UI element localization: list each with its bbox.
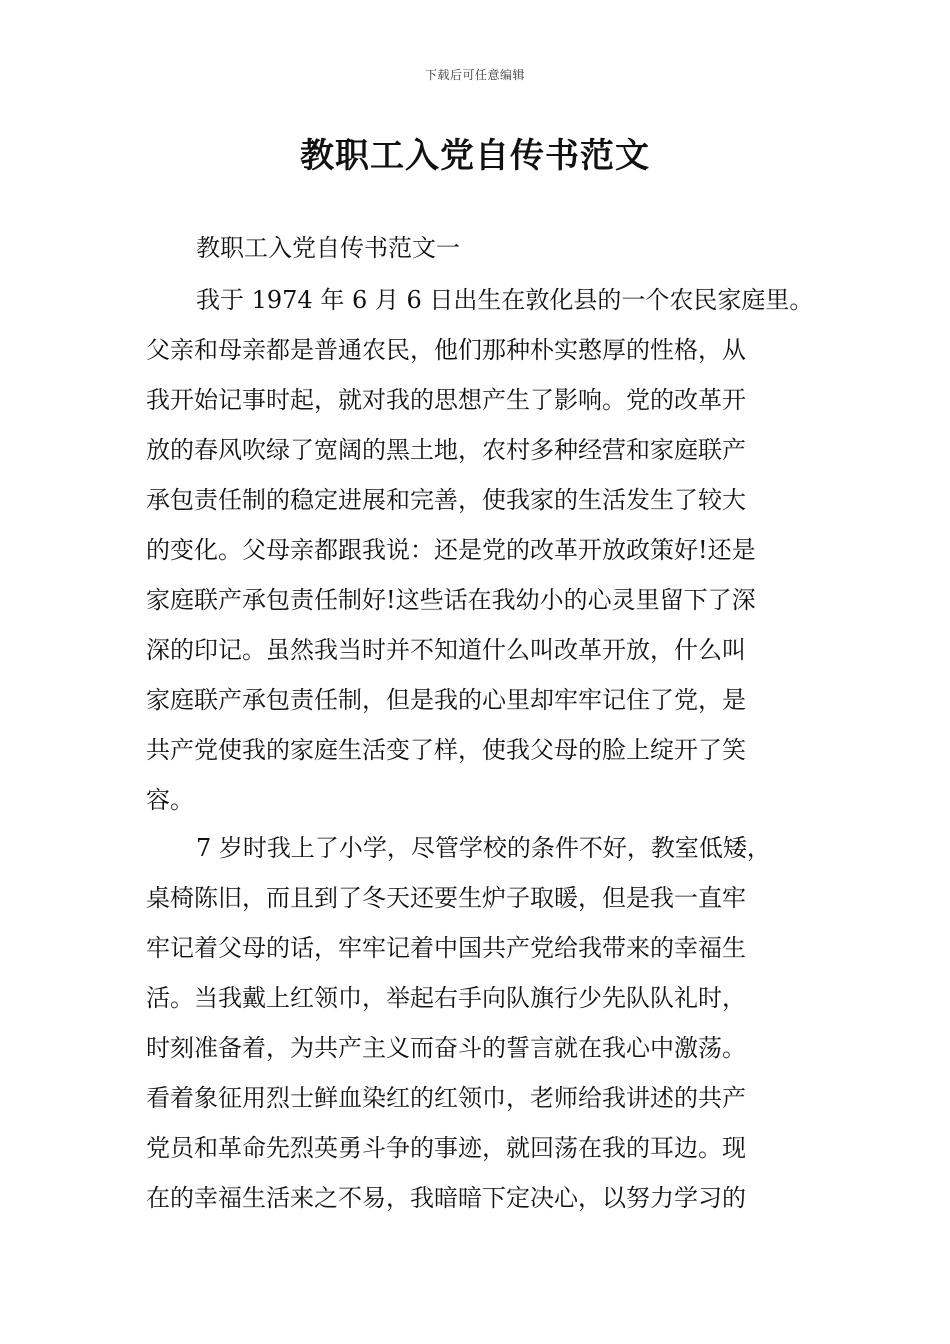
paragraph-2-line: 牢记着父母的话，牢牢记着中国共产党给我带来的幸福生 (146, 934, 746, 962)
header-note: 下载后可任意编辑 (424, 68, 525, 82)
paragraph-1-line: 共产党使我的家庭生活变了样，使我父母的脸上绽开了笑 (146, 736, 746, 764)
paragraph-2-line: 活。当我戴上红领巾，举起右手向队旗行少先队队礼时， (146, 984, 746, 1012)
paragraph-2-line: 时刻准备着，为共产主义而奋斗的誓言就在我心中激荡。 (146, 1034, 746, 1062)
paragraph-1-line: 我开始记事时起，就对我的思想产生了影响。党的改革开 (146, 386, 746, 414)
section-subtitle: 教职工入党自传书范文一 (196, 234, 460, 262)
paragraph-2-line: 在的幸福生活来之不易，我暗暗下定决心，以努力学习的 (146, 1184, 746, 1212)
paragraph-1-line: 我于 1974 年 6 月 6 日出生在敦化县的一个农民家庭里。 (196, 286, 814, 314)
paragraph-1-line: 承包责任制的稳定进展和完善，使我家的生活发生了较大 (146, 486, 746, 514)
paragraph-1-line: 深的印记。虽然我当时并不知道什么叫改革开放，什么叫 (146, 636, 746, 664)
paragraph-2-line: 看着象征用烈士鲜血染红的红领巾，老师给我讲述的共产 (146, 1084, 746, 1112)
paragraph-1-line: 容。 (146, 786, 194, 814)
paragraph-1-line: 家庭联产承包责任制好!这些话在我幼小的心灵里留下了深 (146, 586, 756, 614)
paragraph-2-line: 桌椅陈旧，而且到了冬天还要生炉子取暖，但是我一直牢 (146, 884, 746, 912)
paragraph-1-line: 家庭联产承包责任制，但是我的心里却牢牢记住了党，是 (146, 686, 746, 714)
paragraph-1-line: 父亲和母亲都是普通农民，他们那种朴实憨厚的性格，从 (146, 336, 746, 364)
paragraph-1-line: 的变化。父母亲都跟我说：还是党的改革开放政策好!还是 (146, 536, 756, 564)
document-title: 教职工入党自传书范文 (300, 136, 650, 176)
paragraph-2-line: 7 岁时我上了小学，尽管学校的条件不好，教室低矮， (196, 834, 771, 862)
paragraph-2-line: 党员和革命先烈英勇斗争的事迹，就回荡在我的耳边。现 (146, 1134, 746, 1162)
paragraph-1-line: 放的春风吹绿了宽阔的黑土地，农村多种经营和家庭联产 (146, 436, 746, 464)
